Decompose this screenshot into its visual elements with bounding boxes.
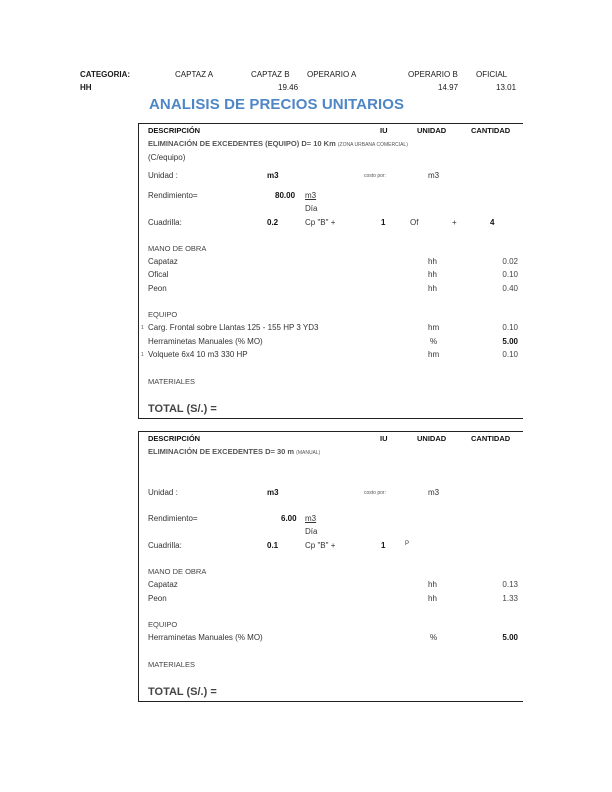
block1-equipo-row-unit: % xyxy=(430,337,438,346)
block1-description-2: (C/equipo) xyxy=(148,153,186,162)
block1-unidad-label: Unidad : xyxy=(148,171,178,180)
block2-mano-row-unit: hh xyxy=(428,580,437,589)
col-captaz-b: CAPTAZ B xyxy=(251,70,290,79)
block2-rendimiento-value: 6.00 xyxy=(281,514,297,523)
page-title: ANALISIS DE PRECIOS UNITARIOS xyxy=(149,96,405,113)
block1-costo-label: costo por: xyxy=(364,173,386,179)
block1-cuadrilla-value: 0.2 xyxy=(267,218,279,227)
th-iu: IU xyxy=(380,434,388,443)
block1-equipo-row-qty: 0.10 xyxy=(502,323,518,332)
block1-equipo-label: EQUIPO xyxy=(148,310,178,319)
block1-cuadrilla-label: Cuadrilla: xyxy=(148,218,182,227)
block2-mano-row-qty: 1.33 xyxy=(502,594,518,603)
block2-rendimiento-label: Rendimiento= xyxy=(148,514,198,523)
block1-mano-de-obra-label: MANO DE OBRA xyxy=(148,244,207,253)
block1-mano-row-qty: 0.10 xyxy=(502,270,518,279)
block1-equipo-row-name: Herraminetas Manuales (% MO) xyxy=(148,337,263,346)
block1-equipo-row-qty: 5.00 xyxy=(502,337,518,346)
block1-total-label: TOTAL (S/.) = xyxy=(148,403,217,415)
block1-mano-row-name: Ofical xyxy=(148,270,169,279)
block1-equipo-row-iu: 1 xyxy=(141,325,144,331)
hh-value-captaz-b: 19.46 xyxy=(278,83,299,92)
block1-equipo-row-iu: 1 xyxy=(141,352,144,358)
block2-total-label: TOTAL (S/.) = xyxy=(148,686,217,698)
block2-equipo-row-unit: % xyxy=(430,633,438,642)
th-unidad: UNIDAD xyxy=(417,434,447,443)
block2-description: ELIMINACIÓN DE EXCEDENTES D= 30 m (MANUAL) xyxy=(148,447,321,456)
block1-cuadrilla-n1: 1 xyxy=(381,218,386,227)
th-cantidad: CANTIDAD xyxy=(471,126,511,135)
block2-costo-unit: m3 xyxy=(428,488,440,497)
block1-unidad-value: m3 xyxy=(267,171,279,180)
categoria-label: CATEGORIA: xyxy=(80,70,131,79)
block2-mano-row-name: Peon xyxy=(148,594,167,603)
th-iu: IU xyxy=(380,126,388,135)
block1-cuadrilla-plus: + xyxy=(452,218,457,227)
block1-mano-row-unit: hh xyxy=(428,284,437,293)
block2-cuadrilla-label: Cuadrilla: xyxy=(148,541,182,550)
hh-label: HH xyxy=(80,83,92,92)
block1-rendimiento-unit: m3 xyxy=(305,191,317,200)
block2-unidad-label: Unidad : xyxy=(148,488,178,497)
block2-mano-row-unit: hh xyxy=(428,594,437,603)
block1-equipo-row-name: Carg. Frontal sobre Llantas 125 - 155 HP 3 YD3 xyxy=(148,323,319,332)
analysis-block-1 xyxy=(138,123,523,419)
block1-description: ELIMINACIÓN DE EXCEDENTES (EQUIPO) D= 10 Km (ZONA URBANA COMERCIAL) xyxy=(148,139,408,148)
col-oficial: OFICIAL xyxy=(476,70,508,79)
block1-equipo-row-name: Volquete 6x4 10 m3 330 HP xyxy=(148,350,248,359)
block2-mano-de-obra-label: MANO DE OBRA xyxy=(148,567,207,576)
block1-equipo-row-qty: 0.10 xyxy=(502,350,518,359)
block2-mano-row-name: Capataz xyxy=(148,580,178,589)
block2-cuadrilla-n1: 1 xyxy=(381,541,386,550)
block1-rendimiento-label: Rendimiento= xyxy=(148,191,198,200)
block2-cuadrilla-p: P xyxy=(405,541,410,547)
block1-mano-row-name: Peon xyxy=(148,284,167,293)
block2-equipo-row-name: Herraminetas Manuales (% MO) xyxy=(148,633,263,642)
col-operario-b: OPERARIO B xyxy=(408,70,458,79)
block2-equipo-row-qty: 5.00 xyxy=(502,633,518,642)
th-cantidad: CANTIDAD xyxy=(471,434,511,443)
block1-materiales-label: MATERIALES xyxy=(148,377,195,386)
hh-value-oficial: 13.01 xyxy=(496,83,517,92)
block1-cuadrilla-cp: Cp "B" + xyxy=(305,218,336,227)
block2-materiales-label: MATERIALES xyxy=(148,660,195,669)
block1-mano-row-qty: 0.40 xyxy=(502,284,518,293)
block1-costo-unit: m3 xyxy=(428,171,440,180)
block1-mano-row-name: Capataz xyxy=(148,257,178,266)
block2-costo-label: costo por: xyxy=(364,490,386,496)
block1-mano-row-qty: 0.02 xyxy=(502,257,518,266)
block1-cuadrilla-n2: 4 xyxy=(490,218,495,227)
block1-rendimiento-value: 80.00 xyxy=(275,191,296,200)
block2-unidad-value: m3 xyxy=(267,488,279,497)
th-descripcion: DESCRIPCIÓN xyxy=(148,126,201,135)
th-unidad: UNIDAD xyxy=(417,126,447,135)
block1-mano-row-unit: hh xyxy=(428,270,437,279)
block1-rendimiento-dia: Día xyxy=(305,204,318,213)
col-operario-a: OPERARIO A xyxy=(307,70,357,79)
block2-rendimiento-dia: Día xyxy=(305,527,318,536)
block1-equipo-row-unit: hm xyxy=(428,323,440,332)
th-descripcion: DESCRIPCIÓN xyxy=(148,434,201,443)
block2-mano-row-qty: 0.13 xyxy=(502,580,518,589)
block1-equipo-row-unit: hm xyxy=(428,350,440,359)
block1-mano-row-unit: hh xyxy=(428,257,437,266)
block2-cuadrilla-cp: Cp "B" + xyxy=(305,541,336,550)
col-captaz-a: CAPTAZ A xyxy=(175,70,214,79)
block1-cuadrilla-of: Of xyxy=(410,218,419,227)
block2-rendimiento-unit: m3 xyxy=(305,514,317,523)
block2-equipo-label: EQUIPO xyxy=(148,620,178,629)
hh-value-operario-b: 14.97 xyxy=(438,83,459,92)
block2-cuadrilla-value: 0.1 xyxy=(267,541,279,550)
